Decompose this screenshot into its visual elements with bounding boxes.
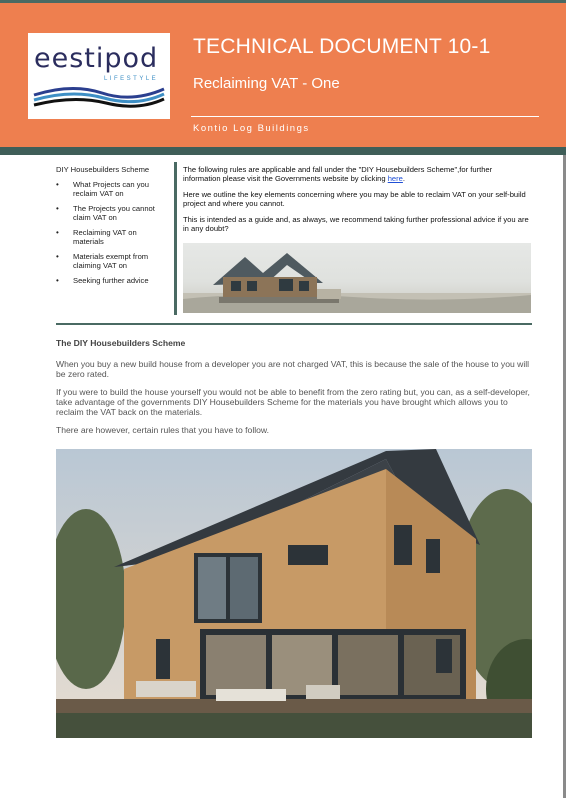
sidebar-item-materials-exempt: • Materials exempt from claiming VAT on bbox=[56, 252, 168, 270]
document-subtitle: Reclaiming VAT - One bbox=[193, 75, 340, 92]
section-heading: The DIY Housebuilders Scheme bbox=[56, 338, 186, 348]
company-name: Kontio Log Buildings bbox=[193, 123, 310, 134]
vertical-divider bbox=[174, 162, 177, 315]
section-paragraph-3: There are however, certain rules that you have to follow. bbox=[56, 425, 270, 435]
logo-tagline: LIFESTYLE bbox=[104, 76, 159, 82]
sidebar-item-projects-reclaim: • What Projects can you reclaim VAT on bbox=[56, 180, 168, 198]
log-house-illustration bbox=[183, 243, 531, 313]
logo-wordmark: eestipod bbox=[34, 43, 159, 74]
waves-icon bbox=[32, 83, 166, 113]
document-title: TECHNICAL DOCUMENT 10-1 bbox=[193, 35, 491, 58]
intro-paragraph-3: This is intended as a guide and, as always, we recommend taking further professional advice if you are in any doubt? bbox=[183, 215, 529, 233]
log-house-image bbox=[183, 243, 531, 313]
eestipod-logo bbox=[28, 33, 170, 119]
header-banner bbox=[0, 3, 566, 147]
modern-house-illustration bbox=[56, 449, 532, 738]
sidebar-item-projects-cannot: • The Projects you cannot claim VAT on bbox=[56, 204, 168, 222]
government-website-link[interactable]: here bbox=[387, 174, 403, 183]
intro-paragraph-2: Here we outline the key elements concerning where you may be able to reclaim VAT on your self-build project and where you cannot. bbox=[183, 190, 526, 208]
header-rule bbox=[191, 116, 539, 117]
section-paragraph-2: If you were to build the house yourself you would not be able to benefit from the zero rating but, you can, as a self-developer, take advantage of the governments DIY Housebuilders Scheme for the materials you have brought which allows you to reclaim the VAT back on the materials. bbox=[56, 387, 530, 417]
section-body bbox=[56, 359, 531, 443]
header-divider-band bbox=[0, 147, 566, 155]
sidebar-list bbox=[56, 180, 168, 285]
section-divider bbox=[56, 323, 532, 325]
modern-house-image bbox=[56, 449, 532, 738]
sidebar-item-reclaiming-materials: • Reclaiming VAT on materials bbox=[56, 228, 168, 246]
intro-p1-text: The following rules are applicable and fall under the "DIY Housebuilders Scheme",for further information please visit the Governments website by clicking bbox=[183, 165, 493, 183]
section-paragraph-1: When you buy a new build house from a developer you are not charged VAT, this is because the sale of the house to you will be zero rated. bbox=[56, 359, 530, 379]
sidebar-contents bbox=[56, 165, 168, 291]
intro-text bbox=[183, 165, 531, 240]
sidebar-item-further-advice: • Seeking further advice bbox=[56, 276, 168, 285]
sidebar-title: DIY Housebuilders Scheme bbox=[56, 165, 150, 174]
intro-paragraph-1 bbox=[183, 165, 531, 183]
intro-p1-end: . bbox=[402, 174, 406, 183]
